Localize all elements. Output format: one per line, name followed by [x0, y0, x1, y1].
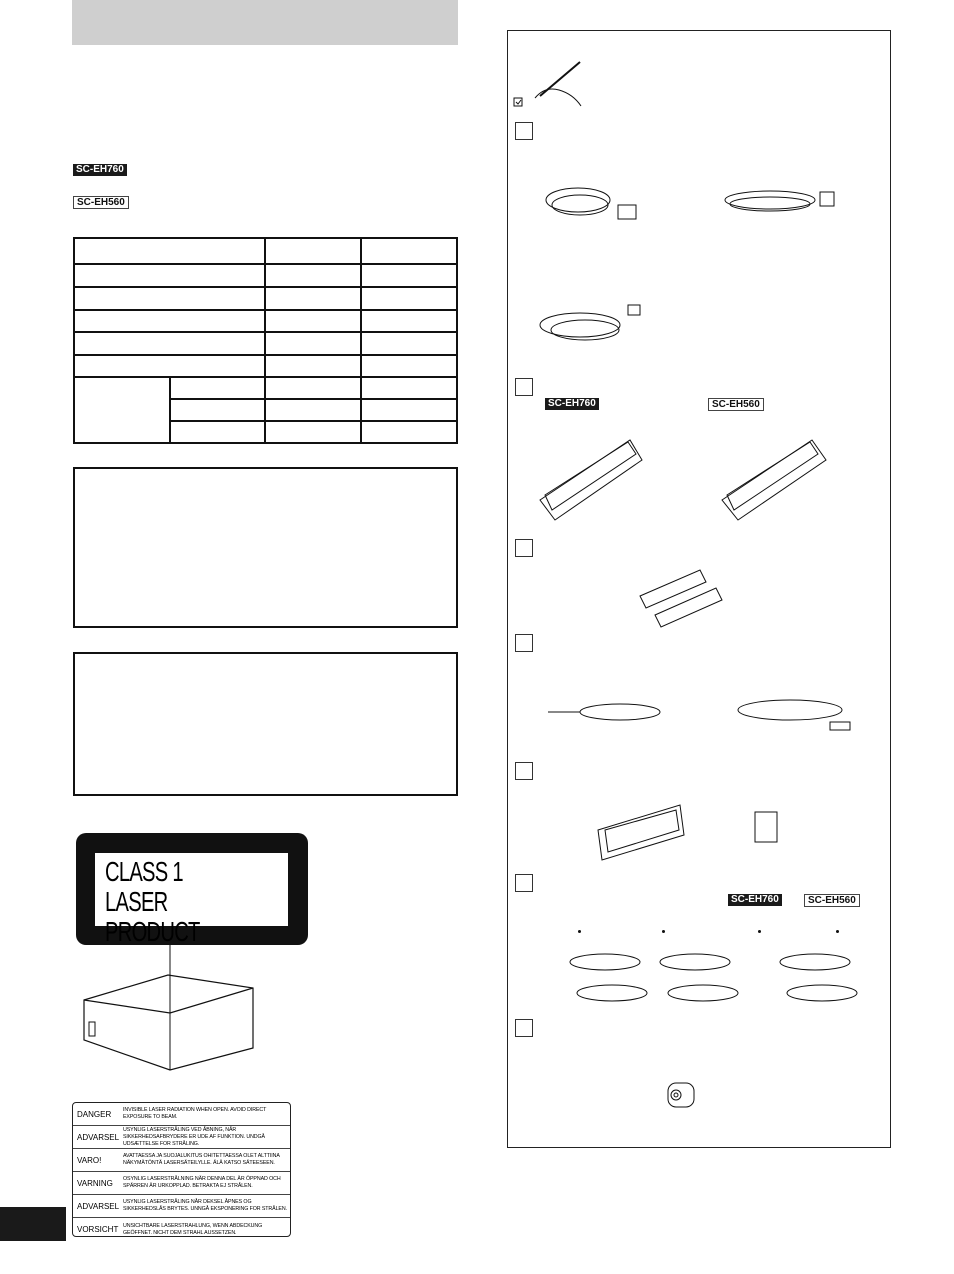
- ac-cord-icon: [725, 191, 834, 211]
- warning-label: ADVARSEL: [77, 1201, 120, 1211]
- model-badge-sc-eh560: SC-EH560: [804, 894, 860, 907]
- model-badge-sc-eh760: SC-EH760: [545, 398, 599, 410]
- model-badge-sc-eh760: SC-EH760: [73, 164, 127, 176]
- speaker-cable-icon: [780, 954, 857, 1001]
- model-badge-sc-eh560: SC-EH560: [73, 196, 129, 209]
- warning-text: AVATTAESSA JA SUOJALUKITUS OHITETTAESSA OLET ALTTIINA NÄKYMÄTÖNTÄ LASERSÄTEILYLLE. ÄLÄ KATSO SÄTEESEEN.: [123, 1153, 280, 1167]
- ferrite-core-icon: [668, 1083, 694, 1107]
- laser-class-line2: LASER PRODUCT: [105, 886, 200, 947]
- speaker-cable-icon: [570, 954, 647, 1001]
- model-badge-sc-eh760: SC-EH760: [728, 894, 782, 906]
- model-badge-sc-eh560: SC-EH560: [708, 398, 764, 411]
- bracket-icon: [755, 812, 777, 842]
- warning-label: VARO!: [77, 1155, 102, 1165]
- front-panel-icon: [598, 805, 684, 860]
- ac-cord-eu-icon: [540, 305, 640, 340]
- warning-text: OSYNLIG LASERSTRÅLNING NÄR DENNA DEL ÄR ÖPPNAD OCH SPÄRREN ÄR URKOPPLAD. BETRAKTA EJ STRÅLEN.: [123, 1176, 281, 1190]
- warning-label: DANGER: [77, 1109, 112, 1119]
- laser-class-line1: CLASS 1: [105, 856, 183, 887]
- warning-text: USYNLIG LASERSTRÅLING NÅR DEKSEL ÅPNES OG SIKKERHEDSLÅS BRYTES. UNNGÅ EKSPONERING FOR STRÅLEN.: [123, 1199, 287, 1213]
- remote-control-icon: [722, 440, 826, 520]
- warning-label: VARNING: [77, 1178, 113, 1188]
- batteries-icon: [640, 570, 722, 627]
- ac-cord-uk-icon: [546, 188, 636, 219]
- am-antenna-icon: [738, 700, 850, 730]
- speaker-cable-icon: [660, 954, 738, 1001]
- warning-text: INVISIBLE LASER RADIATION WHEN OPEN. AVOID DIRECT EXPOSURE TO BEAM.: [123, 1107, 267, 1121]
- warning-text: UNSICHTBARE LASERSTRAHLUNG, WENN ABDECKUNG GEÖFFNET. NICHT DEM STRAHL AUSSETZEN.: [123, 1222, 263, 1236]
- remote-control-icon: [540, 440, 642, 520]
- warning-text: USYNLIG LASERSTRÅLING VED ÅBNING, NÅR SIKKERHEDSAFBRYDERE ER UDE AF FUNKTION. UNDGÅ UDSÆTTELSE FOR STRÅLING.: [123, 1126, 265, 1147]
- warning-label: VORSICHT: [77, 1225, 119, 1235]
- fm-antenna-icon: [548, 704, 660, 720]
- warning-label: ADVARSEL: [77, 1132, 120, 1142]
